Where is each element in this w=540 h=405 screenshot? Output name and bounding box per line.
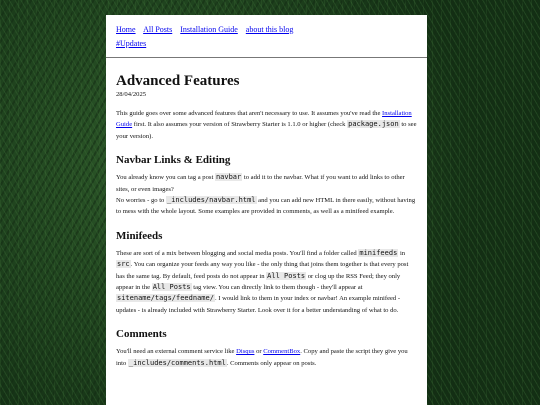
nav-link-home[interactable]: Home [116, 25, 136, 34]
minifeeds-paragraph [116, 248, 417, 316]
code-feed-path: sitename/tags/feedname/ [117, 294, 214, 303]
navbar [106, 15, 427, 58]
code-src: src [117, 260, 130, 269]
navbar-text-3: No worries - go to [116, 197, 166, 205]
installation-guide-link[interactable]: Installation Guide [116, 110, 412, 129]
code-all-posts-tag: All Posts [152, 283, 191, 292]
nav-link-all-posts[interactable]: All Posts [143, 25, 173, 34]
heading-navbar-links: Navbar Links & Editing [116, 154, 231, 167]
nav-link-updates[interactable]: #Updates [116, 39, 147, 48]
comments-text-4: . Comments only appear on posts. [226, 359, 317, 367]
nav-link-about[interactable]: about this blog [245, 25, 294, 34]
code-comments-html: _includes/comments.html [128, 358, 226, 367]
minifeeds-text-2: in [398, 249, 406, 257]
heading-minifeeds: Minifeeds [116, 229, 163, 242]
minifeeds-text-1: These are sort of a mix between blogging and social media posts. You'll find a folder called [116, 249, 359, 257]
code-minifeeds: minifeeds [359, 248, 398, 257]
page-container [106, 15, 427, 405]
code-navbar-html: _includes/navbar.html [167, 196, 256, 205]
intro-paragraph [116, 108, 417, 142]
comments-text-1: You'll need an external comment service like [116, 348, 237, 356]
comments-paragraph [116, 346, 417, 369]
post-content [106, 58, 427, 369]
navbar-text-1: You already know you can tag a post [116, 174, 215, 182]
heading-comments: Comments [116, 328, 167, 341]
commentbox-link[interactable]: CommentBox [263, 348, 301, 356]
code-package-json: package.json [348, 120, 399, 129]
minifeeds-text-3: . You can organize your feeds any way you like - the only thing that joins them together is that every post has the same tag. By default, feed posts do not appear in [116, 261, 409, 280]
navbar-text-2: to add it to the navbar. What if you want to add links to other sites, or even images? [116, 174, 405, 193]
comments-text-2: or [254, 348, 264, 356]
intro-text-1: This guide goes over some advanced features that aren't necessary to use. It assumes you've read the [116, 110, 383, 117]
code-navbar: navbar [215, 173, 242, 182]
disqus-link[interactable]: Disqus [236, 348, 255, 356]
comments-text-3: . Copy and paste the script they give you into [116, 348, 408, 367]
code-all-posts: All Posts [267, 271, 306, 280]
navbar-text-4: and you can add new HTML in there easily, without having to mess with the whole layout. Some examples are provided in comments, as well as a minifeed example. [116, 197, 416, 216]
intro-text-3: to see your version). [116, 121, 417, 140]
navbar-paragraph [116, 172, 417, 218]
intro-text-2: first. It also assumes your version of Strawberry Starter is 1.1.0 or higher (check [132, 121, 348, 129]
minifeeds-text-5: tag view. You can directly link to them though - they'll appear at [191, 284, 363, 292]
minifeeds-text-6: . I would link to them in your index or navbar! An example minifeed - updates - is already included with Strawberry Starter. Look over it for a better understanding of what to do. [116, 295, 401, 314]
minifeeds-text-4: or clog up the RSS Feed; they only appear in the [116, 272, 401, 292]
nav-link-installation-guide[interactable]: Installation Guide [180, 25, 238, 34]
post-date: 28/04/2025 [116, 91, 147, 98]
post-title: Advanced Features [116, 73, 240, 89]
